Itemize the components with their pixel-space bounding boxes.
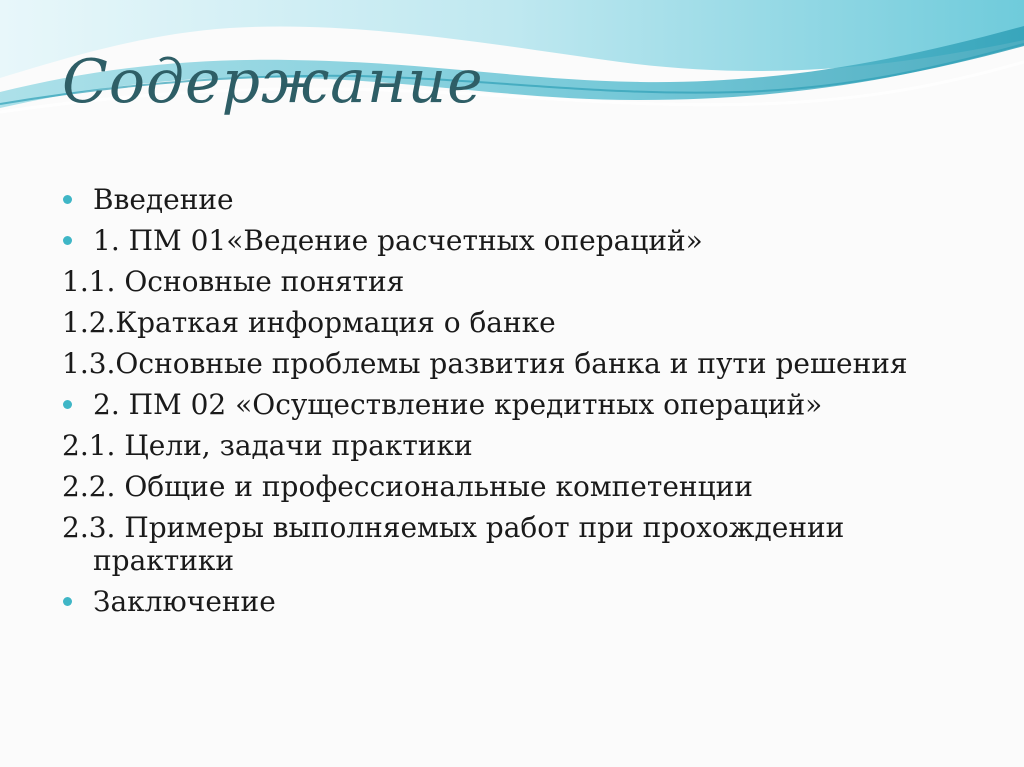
list-item-text: 1.3.Основные проблемы развития банка и пути решения — [62, 347, 908, 380]
list-item-text: 1. ПМ 01«Ведение расчетных операций» — [93, 224, 703, 257]
list-item-text: 2. ПМ 02 «Осуществление кредитных операций» — [93, 388, 823, 421]
contents-list — [62, 183, 962, 618]
bullet-dot-icon — [63, 195, 72, 204]
list-item — [62, 388, 962, 421]
list-item — [62, 347, 962, 380]
list-item-text: 1.1. Основные понятия — [62, 265, 405, 298]
list-item-text: 2.3. Примеры выполняемых работ при прохождении практики — [62, 511, 845, 577]
list-item-text: Заключение — [93, 585, 276, 618]
list-item — [62, 511, 962, 577]
list-item — [62, 183, 962, 216]
list-item-text: 2.1. Цели, задачи практики — [62, 429, 473, 462]
bullet-dot-icon — [63, 597, 72, 606]
list-item — [62, 429, 962, 462]
list-item-text: 2.2. Общие и профессиональные компетенции — [62, 470, 753, 503]
list-item-text: 1.2.Краткая информация о банке — [62, 306, 556, 339]
bullet-dot-icon — [63, 236, 72, 245]
list-item — [62, 265, 962, 298]
bullet-dot-icon — [63, 400, 72, 409]
list-item-text: Введение — [93, 183, 234, 216]
list-item — [62, 585, 962, 618]
list-item — [62, 306, 962, 339]
slide-title: Содержание — [62, 47, 484, 117]
list-item — [62, 470, 962, 503]
list-item — [62, 224, 962, 257]
